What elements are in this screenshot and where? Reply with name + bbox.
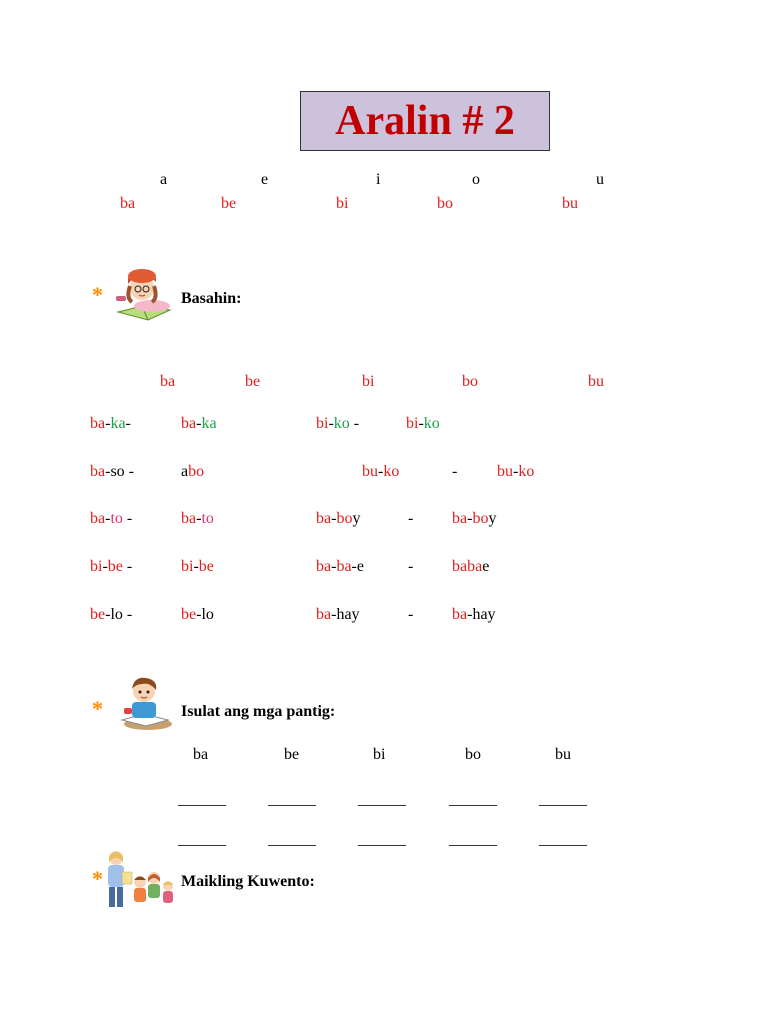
section-heading-isulat: Isulat ang mga pantig:: [181, 703, 336, 720]
blank-line[interactable]: ______: [539, 791, 587, 808]
word-baka-split: ba-ka-: [90, 415, 131, 432]
syllable-bu: bu: [562, 195, 578, 212]
word-babae: babae: [452, 558, 490, 575]
bullet-star: *: [92, 866, 103, 891]
write-syllable-bo: bo: [465, 746, 481, 763]
blank-line[interactable]: ______: [449, 791, 497, 808]
vowel-i: i: [376, 171, 381, 188]
blank-line[interactable]: ______: [178, 791, 226, 808]
blank-line[interactable]: ______: [178, 831, 226, 848]
blank-line[interactable]: ______: [358, 831, 406, 848]
read-header-bo: bo: [462, 373, 478, 390]
word-baboy-split: ba-boy: [316, 510, 361, 527]
vowel-u: u: [596, 171, 604, 188]
write-syllable-be: be: [284, 746, 300, 763]
syllable-ba: ba: [120, 195, 136, 212]
page-title: Aralin # 2: [335, 98, 515, 144]
blank-line[interactable]: ______: [268, 831, 316, 848]
blank-line[interactable]: ______: [539, 831, 587, 848]
syllable-bo: bo: [437, 195, 453, 212]
vowel-e: e: [261, 171, 269, 188]
word-babae-split: ba-ba-e: [316, 558, 364, 575]
word-bato-split: ba-to -: [90, 510, 133, 527]
word-bibe-split: bi-be -: [90, 558, 133, 575]
word-belo-split: be-lo -: [90, 606, 133, 623]
word-baka: ba-ka: [181, 415, 217, 432]
read-header-be: be: [245, 373, 261, 390]
section-heading-maikling-kuwento: Maikling Kuwento:: [181, 873, 315, 890]
dash: -: [408, 606, 414, 623]
blank-line[interactable]: ______: [358, 791, 406, 808]
vowel-a: a: [160, 171, 168, 188]
dash: -: [452, 463, 458, 480]
blank-line[interactable]: ______: [268, 791, 316, 808]
section-heading-basahin: Basahin:: [181, 290, 242, 307]
word-baboy: ba-boy: [452, 510, 497, 527]
word-biko-split: bi-ko -: [316, 415, 360, 432]
syllable-be: be: [221, 195, 237, 212]
blank-line[interactable]: ______: [449, 831, 497, 848]
word-buko-split: bu-ko: [362, 463, 400, 480]
word-buko: bu-ko: [497, 463, 535, 480]
word-belo: be-lo: [181, 606, 214, 623]
title-box: [300, 91, 550, 151]
write-syllable-bu: bu: [555, 746, 571, 763]
syllable-bi: bi: [336, 195, 349, 212]
read-header-ba: ba: [160, 373, 176, 390]
word-bahay: ba-hay: [452, 606, 496, 623]
girl-reading-icon: [112, 262, 176, 326]
bullet-star: *: [92, 282, 103, 307]
read-header-bi: bi: [362, 373, 375, 390]
word-biko: bi-ko: [406, 415, 440, 432]
word-abo: abo: [181, 463, 205, 480]
dash: -: [408, 558, 414, 575]
boy-writing-icon: [114, 674, 174, 732]
word-bato: ba-to: [181, 510, 214, 527]
word-bahay-split: ba-hay: [316, 606, 360, 623]
read-header-bu: bu: [588, 373, 604, 390]
word-baso-split: ba-so -: [90, 463, 134, 480]
write-syllable-ba: ba: [193, 746, 209, 763]
bullet-star: *: [92, 696, 103, 721]
teacher-children-icon: [100, 848, 178, 912]
word-bibe: bi-be: [181, 558, 214, 575]
vowel-o: o: [472, 171, 480, 188]
write-syllable-bi: bi: [373, 746, 386, 763]
dash: -: [408, 510, 414, 527]
